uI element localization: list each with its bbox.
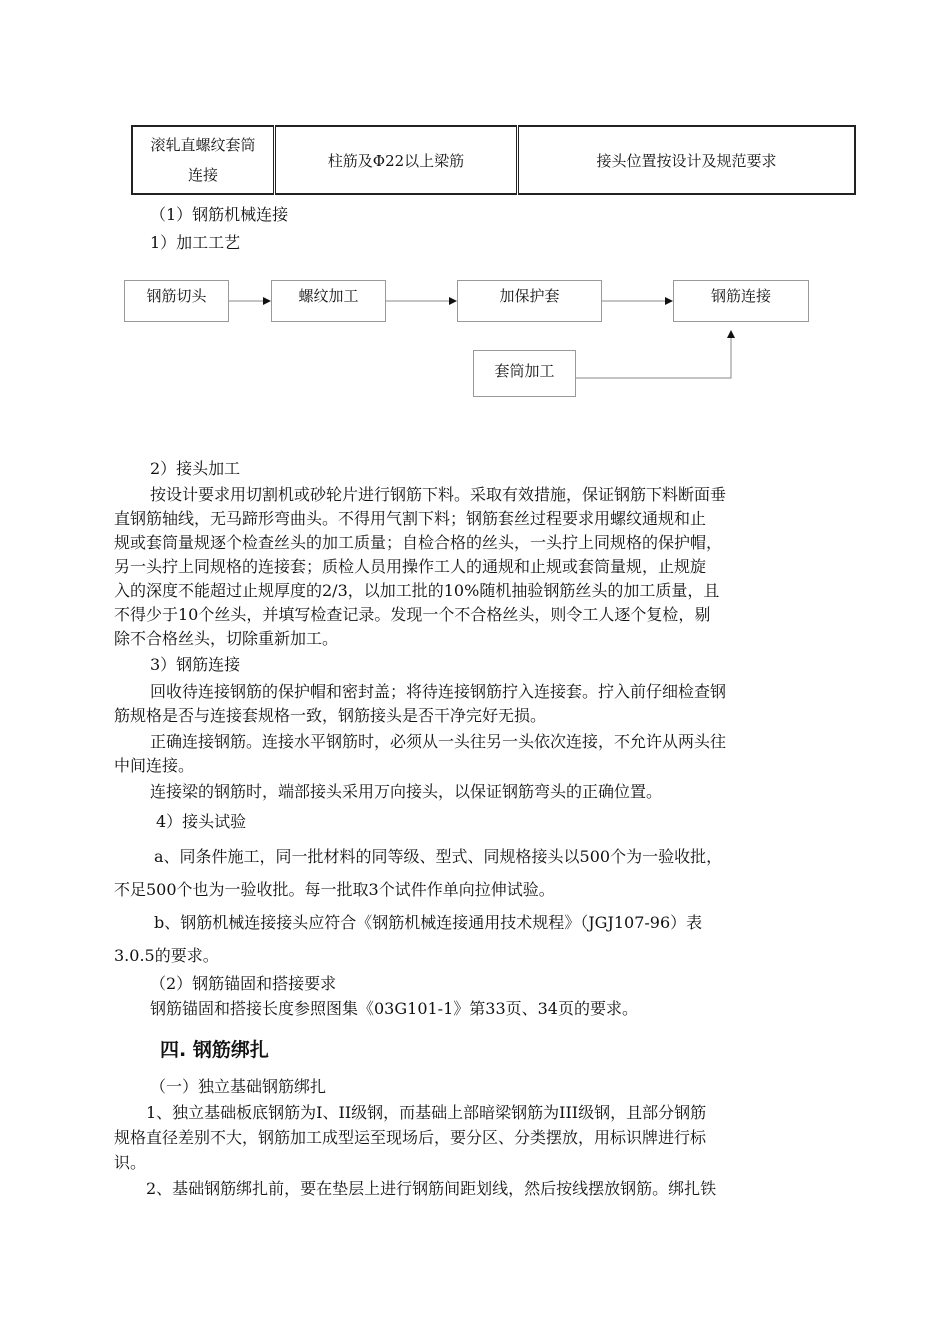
flow-box-rebar-connection: 钢筋连接 [673, 280, 809, 322]
paragraph-line: 规或套筒量规逐个检查丝头的加工质量；自检合格的丝头，一头拧上同规格的保护帽， [114, 533, 723, 552]
paragraph-line: 不足500个也为一验收批。每一批取3个试件作单向拉伸试验。 [114, 880, 555, 899]
paragraph-line: 中间连接。 [114, 756, 195, 775]
paragraph-line: 入的深度不能超过止规厚度的2/3，以加工批的10%随机抽验钢筋丝头的加工质量，且 [114, 581, 720, 600]
method-cell: 滚轧直螺纹套筒 连接 [132, 126, 275, 194]
arrowhead-1 [263, 297, 271, 305]
paragraph-line: 规格直径差别不大，钢筋加工成型运至现场后，要分区、分类摆放，用标识牌进行标 [114, 1128, 707, 1147]
paragraph-line: 连接梁的钢筋时，端部接头采用万向接头，以保证钢筋弯头的正确位置。 [150, 782, 663, 801]
paragraph-line: 回收待连接钢筋的保护帽和密封盖；将待连接钢筋拧入连接套。拧入前仔细检查钢 [150, 682, 727, 701]
arrowhead-3 [665, 297, 673, 305]
step-connection-title: 3）钢筋连接 [150, 655, 241, 674]
flow-arrows [0, 0, 950, 420]
paragraph-line: 识。 [114, 1153, 147, 1172]
paragraph-line: 筋规格是否与连接套规格一致，钢筋接头是否干净完好无损。 [114, 706, 547, 725]
step-process-title: 1）加工工艺 [150, 233, 241, 252]
flow-arrow-4 [576, 337, 731, 378]
arrowhead-2 [449, 297, 457, 305]
step-joint-test-title: 4）接头试验 [156, 812, 247, 831]
paragraph-line: 除不合格丝头，切除重新加工。 [114, 629, 339, 648]
paragraph-line: 直钢筋轴线，无马蹄形弯曲头。不得用气割下料；钢筋套丝过程要求用螺纹通规和止 [114, 509, 707, 528]
flow-box-rebar-cutting: 钢筋切头 [124, 280, 229, 322]
paragraph-line: 按设计要求用切割机或砂轮片进行钢筋下料。采取有效措施，保证钢筋下料断面垂 [150, 485, 727, 504]
subsection-title: （一）独立基础钢筋绑扎 [150, 1077, 327, 1096]
chapter-title: 四. 钢筋绑扎 [160, 1039, 269, 1061]
paragraph-line: 不得少于10个丝头，并填写检查记录。发现一个不合格丝头，则令工人逐个复检，剔 [114, 605, 711, 624]
paragraph-line: 1、独立基础板底钢筋为I、II级钢，而基础上部暗梁钢筋为III级钢，且部分钢筋 [146, 1103, 707, 1122]
paragraph-line: b、钢筋机械连接接头应符合《钢筋机械连接通用技术规程》（JGJ107-96）表 [154, 913, 703, 932]
step-joint-processing-title: 2）接头加工 [150, 459, 241, 478]
flow-box-sleeve-processing: 套筒加工 [473, 350, 576, 397]
scope-cell: 柱筋及Φ22以上梁筋 [275, 126, 518, 194]
paragraph-line: a、同条件施工，同一批材料的同等级、型式、同规格接头以500个为一验收批， [154, 847, 723, 866]
arrowhead-4 [727, 330, 735, 338]
section-anchorage-title: （2）钢筋锚固和搭接要求 [150, 974, 337, 993]
paragraph-line: 2、基础钢筋绑扎前，要在垫层上进行钢筋间距划线，然后按线摆放钢筋。绑扎铁 [146, 1179, 717, 1198]
section-mechanical-connection-title: （1）钢筋机械连接 [150, 205, 289, 224]
paragraph-line: 3.0.5的要求。 [114, 946, 219, 965]
paragraph-line: 正确连接钢筋。连接水平钢筋时，必须从一头往另一头依次连接，不允许从两头往 [150, 732, 727, 751]
paragraph-line: 另一头拧上同规格的连接套；质检人员用操作工人的通规和止规或套筒量规，止规旋 [114, 557, 707, 576]
flow-box-protective-cap: 加保护套 [457, 280, 602, 322]
flow-box-thread-processing: 螺纹加工 [271, 280, 386, 322]
requirement-cell: 接头位置按设计及规范要求 [518, 126, 856, 194]
paragraph-line: 钢筋锚固和搭接长度参照图集《03G101-1》第33页、34页的要求。 [150, 999, 638, 1018]
